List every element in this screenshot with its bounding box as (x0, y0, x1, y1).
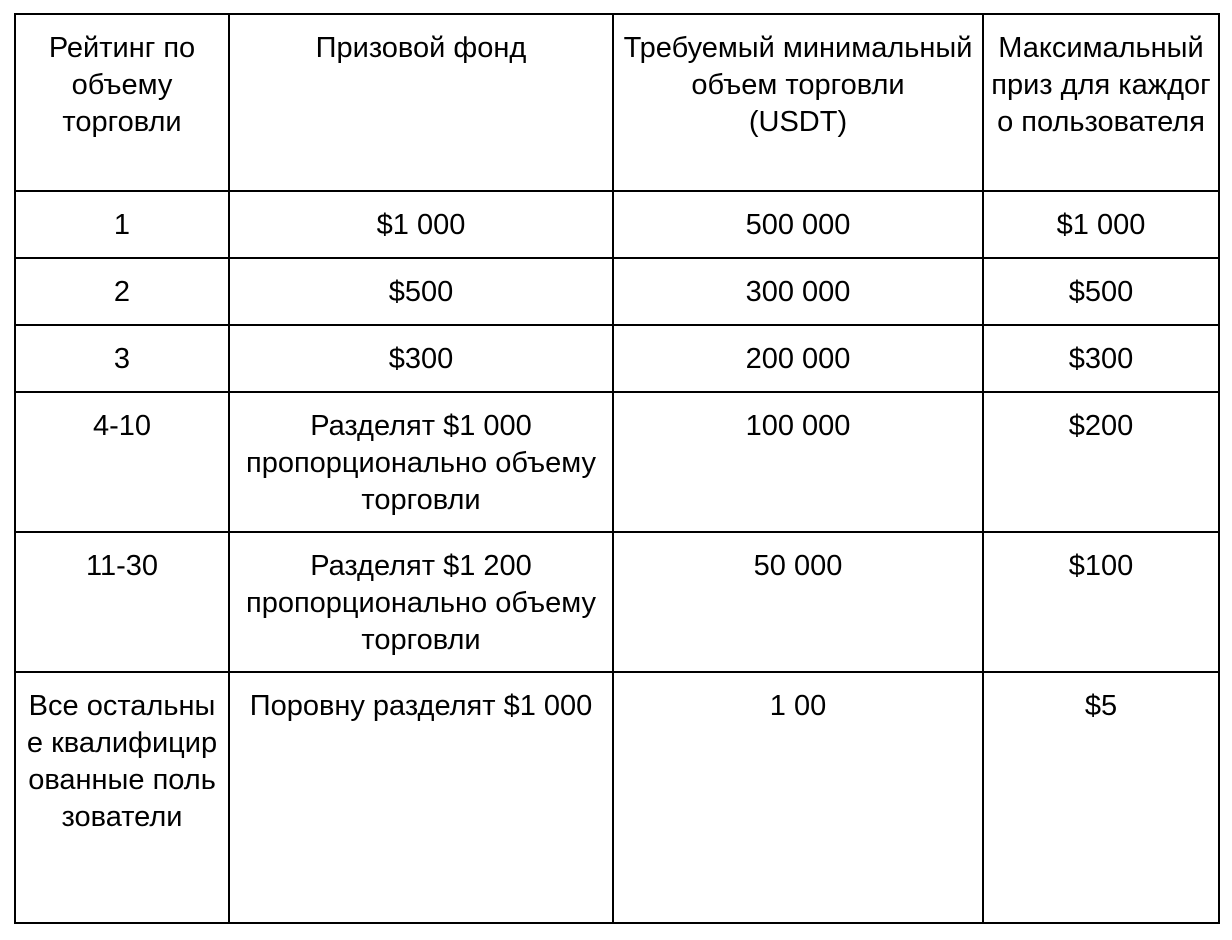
table-row (15, 258, 1219, 325)
table-row (15, 325, 1219, 392)
header-rank: Рейтинг по объему торговли (15, 14, 229, 191)
cell-min-volume: 300 000 (613, 258, 983, 325)
cell-max-prize: $300 (983, 325, 1219, 392)
table-row (15, 191, 1219, 258)
cell-min-volume: 1 00 (613, 672, 983, 923)
cell-rank: Все остальные квалифицированные пользователи (15, 672, 229, 923)
cell-max-prize: $1 000 (983, 191, 1219, 258)
header-prize-pool: Призовой фонд (229, 14, 613, 191)
cell-min-volume: 500 000 (613, 191, 983, 258)
cell-min-volume: 100 000 (613, 392, 983, 532)
cell-prize-pool: Разделят $1 000 пропорционально объему торговли (229, 392, 613, 532)
cell-min-volume: 50 000 (613, 532, 983, 672)
cell-prize-pool: Разделят $1 200 пропорционально объему торговли (229, 532, 613, 672)
table-row (15, 532, 1219, 672)
cell-max-prize: $200 (983, 392, 1219, 532)
cell-max-prize: $5 (983, 672, 1219, 923)
cell-prize-pool: $500 (229, 258, 613, 325)
cell-prize-pool: $300 (229, 325, 613, 392)
table-row (15, 672, 1219, 923)
table-row (15, 392, 1219, 532)
prize-table (14, 13, 1220, 924)
cell-rank: 11-30 (15, 532, 229, 672)
cell-rank: 2 (15, 258, 229, 325)
header-row (15, 14, 1219, 191)
header-min-volume: Требуемый минимальный объем торговли (USDT) (613, 14, 983, 191)
cell-rank: 4-10 (15, 392, 229, 532)
cell-rank: 3 (15, 325, 229, 392)
cell-prize-pool: Поровну разделят $1 000 (229, 672, 613, 923)
cell-max-prize: $100 (983, 532, 1219, 672)
cell-min-volume: 200 000 (613, 325, 983, 392)
cell-rank: 1 (15, 191, 229, 258)
cell-prize-pool: $1 000 (229, 191, 613, 258)
header-max-prize: Максимальный приз для каждого пользователя (983, 14, 1219, 191)
cell-max-prize: $500 (983, 258, 1219, 325)
